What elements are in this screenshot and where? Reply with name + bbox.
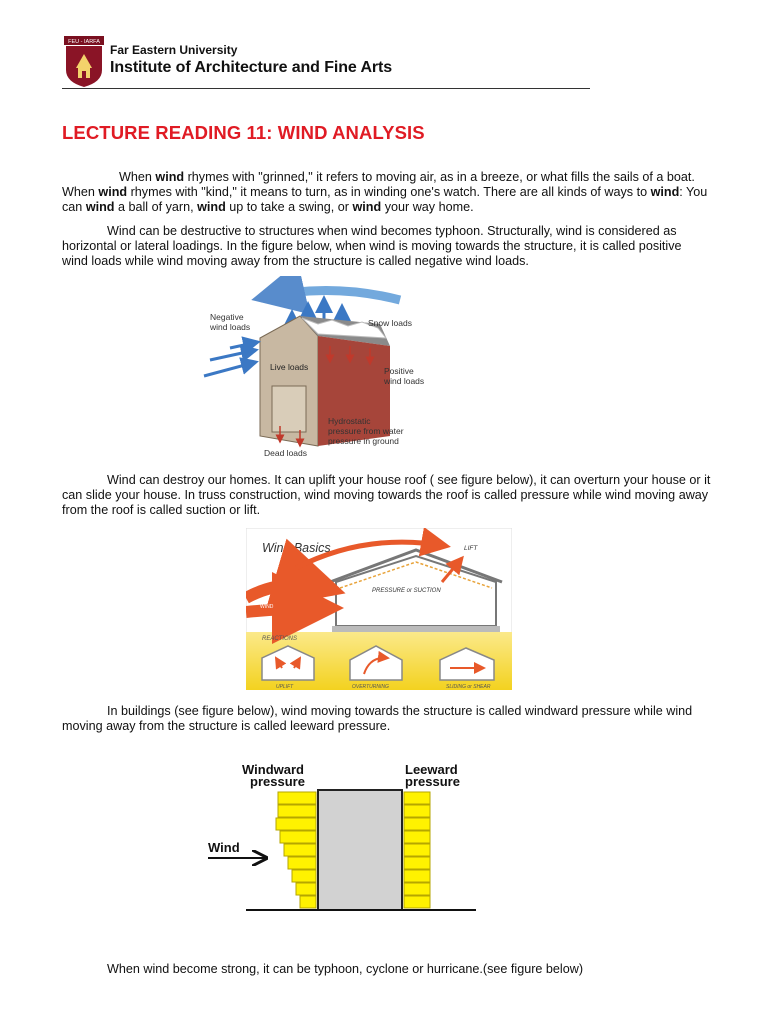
building	[318, 790, 402, 910]
logo-text: FEU - IARFA	[68, 39, 100, 45]
leeward-blocks	[404, 792, 430, 908]
label-negative: Negative	[210, 312, 244, 322]
label-hydro-2: pressure from water	[328, 426, 404, 436]
label-leeward-2: pressure	[405, 774, 460, 789]
paragraph-1: When wind rhymes with "grinned," it refers to moving air, as in a breeze, or what fills the sails of a boat. When wind rhymes with "kind," it means to turn, as in winding one's watch. There are all kinds of ways to wind: You can wind a ball of yarn, wind up to take a swing, or wind your way home.	[62, 170, 708, 214]
paragraph-4: In buildings (see figure below), wind moving towards the structure is called windward pressure while wind moving away from the structure is called leeward pressure.	[62, 704, 693, 733]
label-wind: WIND	[260, 604, 274, 610]
label-pressure: PRESSURE or SUCTION	[372, 588, 441, 594]
page-title: LECTURE READING 11: WIND ANALYSIS	[62, 122, 425, 143]
label-lift: LIFT	[464, 545, 478, 552]
windward-blocks	[276, 792, 316, 908]
header-rule	[62, 88, 590, 89]
label-overturning: OVERTURNING	[352, 684, 389, 690]
label-hydro-3: pressure in ground	[328, 436, 399, 446]
negative-wind-arrow	[260, 290, 400, 300]
wind-arrow-2	[246, 608, 332, 612]
label-dead: Dead loads	[264, 448, 308, 458]
label-positive-2: wind loads	[384, 376, 425, 386]
feu-logo	[64, 36, 104, 88]
figure-building-loads	[200, 276, 430, 460]
label-sliding: SLIDING or SHEAR	[446, 684, 491, 690]
wind-basics-title: Wind Basics	[262, 541, 331, 555]
figure-windward-leeward	[200, 758, 490, 916]
label-uplift: UPLIFT	[276, 684, 294, 690]
positive-wind-arrows	[204, 342, 258, 376]
label-wind-arrow: Wind	[208, 840, 240, 855]
label-hydro: Hydrostatic	[328, 416, 371, 426]
paragraph-5: When wind become strong, it can be typhoon, cyclone or hurricane.(see figure below)	[107, 962, 584, 976]
paragraph-3: Wind can destroy our homes. It can uplift your house roof ( see figure below), it can overturn your house or it can slide your house. In truss construction, wind moving towards the roof is called pressure while wind moving away from the roof is called suction or lift.	[62, 473, 711, 517]
label-snow: Snow loads	[368, 318, 412, 328]
label-windward: Windward	[242, 762, 304, 777]
paragraph-2: Wind can be destructive to structures when wind becomes typhoon. Structurally, wind is considered as horizontal or lateral loadings. In the figure below, when wind is moving towards the structure, it is called positive wind loads while wind moving away from the structure is called negative wind loads.	[62, 224, 682, 268]
institute-name: Institute of Architecture and Fine Arts	[110, 59, 393, 76]
university-name: Far Eastern University	[110, 43, 238, 57]
label-leeward: Leeward	[405, 762, 458, 777]
label-positive: Positive	[384, 366, 414, 376]
label-negative-2: wind loads	[210, 322, 251, 332]
label-live: Live loads	[270, 362, 309, 372]
figure-wind-basics	[246, 528, 512, 690]
label-reactions: REACTIONS	[262, 636, 298, 642]
label-windward-2: pressure	[250, 774, 305, 789]
